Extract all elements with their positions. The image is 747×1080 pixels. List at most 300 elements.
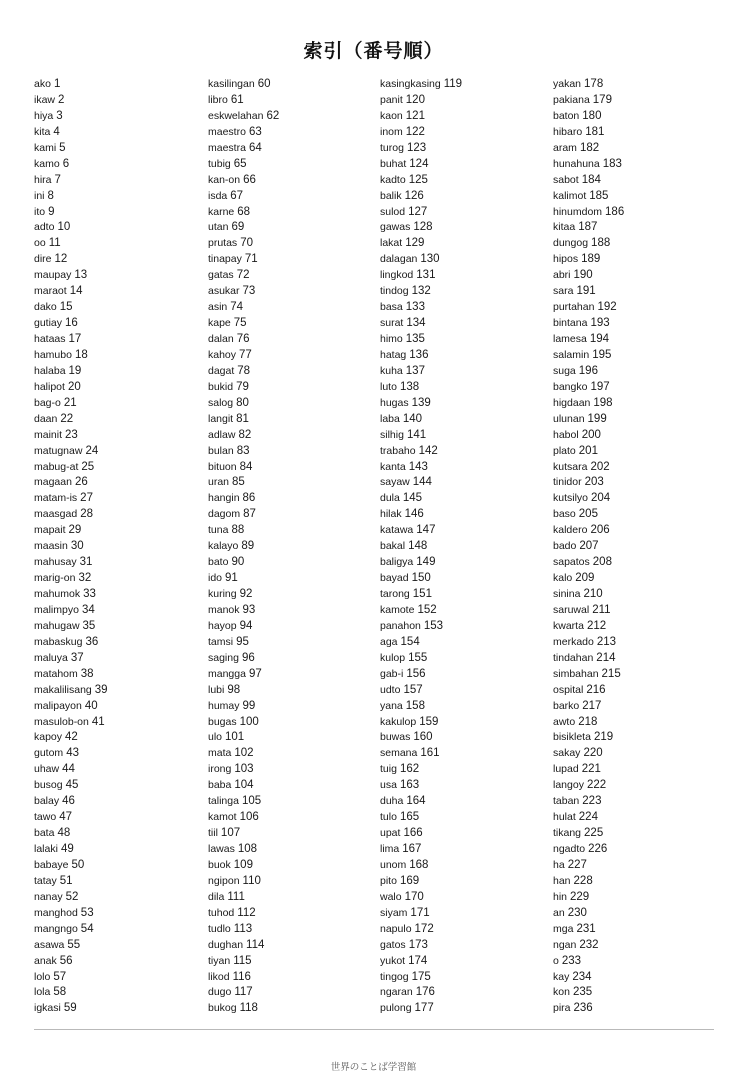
index-number: 149 bbox=[416, 556, 436, 569]
index-entry bbox=[208, 124, 279, 140]
index-entry bbox=[553, 857, 624, 873]
index-word: kalimot bbox=[553, 189, 587, 202]
index-word: lima bbox=[380, 843, 400, 855]
index-number: 37 bbox=[70, 651, 84, 664]
index-number: 77 bbox=[239, 348, 252, 361]
index-word: gab-i bbox=[380, 667, 404, 680]
index-word: trabaho bbox=[380, 444, 416, 457]
index-number: 133 bbox=[405, 301, 425, 314]
index-number: 183 bbox=[602, 157, 622, 170]
index-number: 1 bbox=[53, 78, 61, 90]
index-number: 44 bbox=[62, 763, 75, 776]
index-entry bbox=[34, 156, 108, 172]
index-word: mga bbox=[553, 922, 574, 935]
index-word: magaan bbox=[34, 476, 72, 489]
index-entry bbox=[380, 921, 462, 937]
index-number: 234 bbox=[572, 970, 592, 983]
index-entry bbox=[380, 825, 462, 841]
index-entry bbox=[380, 793, 462, 809]
index-word: dugo bbox=[208, 986, 232, 999]
index-word: aga bbox=[380, 635, 398, 648]
index-number: 58 bbox=[53, 986, 67, 999]
index-entry bbox=[208, 937, 279, 953]
index-word: tindog bbox=[380, 285, 409, 298]
index-number: 121 bbox=[405, 109, 425, 122]
index-number: 23 bbox=[65, 428, 78, 441]
index-word: maestra bbox=[208, 141, 246, 154]
index-word: dagom bbox=[208, 508, 241, 521]
index-number: 107 bbox=[220, 827, 241, 840]
index-entry bbox=[208, 347, 279, 363]
index-entry bbox=[380, 363, 462, 379]
index-number: 159 bbox=[419, 715, 439, 728]
index-entry bbox=[208, 506, 279, 522]
index-word: inom bbox=[380, 125, 403, 138]
index-number: 203 bbox=[584, 476, 604, 489]
index-number: 185 bbox=[589, 189, 609, 202]
index-word: yukot bbox=[380, 954, 406, 967]
index-entry bbox=[208, 729, 279, 745]
index-word: anak bbox=[34, 954, 57, 967]
index-number: 55 bbox=[67, 938, 81, 951]
index-entry bbox=[34, 937, 108, 953]
index-entry bbox=[553, 745, 624, 761]
index-entry bbox=[208, 283, 279, 299]
index-entry bbox=[380, 857, 462, 873]
index-word: ha bbox=[553, 858, 565, 871]
index-word: halipot bbox=[34, 380, 65, 393]
index-entry bbox=[380, 809, 462, 825]
index-entry bbox=[34, 459, 108, 475]
index-number: 110 bbox=[242, 874, 261, 887]
index-entry bbox=[208, 172, 279, 188]
index-word: matugnaw bbox=[34, 444, 83, 457]
index-number: 172 bbox=[414, 922, 434, 935]
index-word: kamo bbox=[34, 157, 60, 170]
index-entry bbox=[553, 204, 624, 220]
index-entry bbox=[208, 459, 279, 475]
index-column-1 bbox=[34, 76, 108, 1016]
index-word: kuring bbox=[208, 588, 237, 600]
index-word: kaon bbox=[380, 109, 403, 122]
index-number: 226 bbox=[588, 843, 608, 855]
index-number: 201 bbox=[578, 444, 598, 457]
index-entry bbox=[208, 108, 279, 124]
index-number: 217 bbox=[582, 699, 602, 712]
index-word: sapatos bbox=[553, 556, 590, 569]
index-entry bbox=[34, 650, 108, 666]
index-word: likod bbox=[208, 970, 230, 983]
index-word: lupad bbox=[553, 763, 579, 776]
index-word: mapait bbox=[34, 524, 66, 537]
index-number: 3 bbox=[56, 109, 63, 122]
index-word: hayop bbox=[208, 619, 237, 632]
index-entry bbox=[380, 522, 462, 538]
index-entry bbox=[553, 538, 624, 554]
index-entry bbox=[34, 761, 108, 777]
index-word: semana bbox=[380, 747, 418, 760]
index-entry bbox=[208, 602, 279, 618]
index-number: 70 bbox=[240, 237, 253, 250]
index-number: 20 bbox=[67, 380, 81, 393]
index-entry bbox=[208, 363, 279, 379]
index-number: 138 bbox=[399, 380, 420, 393]
index-number: 64 bbox=[248, 141, 262, 154]
index-word: basa bbox=[380, 301, 403, 314]
index-number: 119 bbox=[443, 78, 463, 90]
index-number: 90 bbox=[231, 556, 245, 569]
index-number: 150 bbox=[411, 572, 431, 585]
index-number: 151 bbox=[412, 588, 432, 600]
index-entry bbox=[380, 92, 462, 108]
index-number: 204 bbox=[591, 492, 611, 505]
index-word: hatag bbox=[380, 348, 407, 361]
index-entry bbox=[553, 889, 624, 905]
index-word: aram bbox=[553, 141, 577, 154]
index-number: 199 bbox=[587, 412, 607, 425]
index-entry bbox=[553, 841, 624, 857]
index-entry bbox=[34, 204, 108, 220]
index-entry bbox=[380, 682, 462, 698]
index-number: 182 bbox=[579, 141, 600, 154]
index-number: 163 bbox=[399, 779, 420, 792]
index-word: barko bbox=[553, 699, 580, 712]
index-number: 127 bbox=[408, 205, 428, 218]
index-word: masulob-on bbox=[34, 715, 89, 728]
index-number: 124 bbox=[409, 157, 429, 170]
index-word: mabug-at bbox=[34, 460, 79, 473]
index-entry bbox=[208, 299, 279, 315]
index-entry bbox=[553, 267, 624, 283]
index-word: kalayo bbox=[208, 540, 239, 553]
index-entry bbox=[34, 793, 108, 809]
index-number: 89 bbox=[241, 540, 255, 553]
index-word: dagat bbox=[208, 364, 235, 377]
index-entry bbox=[553, 793, 624, 809]
index-entry bbox=[553, 554, 624, 570]
index-number: 88 bbox=[231, 524, 245, 537]
index-word: nanay bbox=[34, 890, 63, 903]
index-word: oo bbox=[34, 237, 46, 250]
index-number: 192 bbox=[597, 301, 617, 314]
index-entry bbox=[34, 443, 108, 459]
index-entry bbox=[553, 188, 624, 204]
index-word: dalagan bbox=[380, 253, 418, 266]
index-number: 220 bbox=[583, 747, 603, 760]
index-entry bbox=[34, 395, 108, 411]
index-number: 86 bbox=[242, 492, 256, 505]
index-word: salog bbox=[208, 396, 234, 409]
index-entry bbox=[380, 474, 462, 490]
index-number: 160 bbox=[413, 731, 433, 744]
index-number: 153 bbox=[423, 619, 444, 632]
index-number: 45 bbox=[65, 779, 79, 792]
index-number: 137 bbox=[405, 364, 425, 377]
index-number: 59 bbox=[63, 1002, 77, 1015]
index-word: eskwelahan bbox=[208, 109, 264, 122]
index-number: 87 bbox=[243, 508, 256, 521]
index-word: tamsi bbox=[208, 635, 234, 648]
index-number: 205 bbox=[578, 508, 598, 521]
index-entry bbox=[34, 299, 108, 315]
index-entry bbox=[553, 283, 624, 299]
index-number: 63 bbox=[248, 125, 262, 138]
index-number: 144 bbox=[412, 476, 432, 489]
index-word: busog bbox=[34, 779, 63, 792]
index-entry bbox=[553, 299, 624, 315]
index-entry bbox=[380, 283, 462, 299]
index-entry bbox=[380, 698, 462, 714]
index-entry bbox=[553, 1000, 624, 1016]
index-number: 187 bbox=[578, 221, 598, 234]
index-word: mainit bbox=[34, 428, 63, 441]
index-entry bbox=[380, 427, 462, 443]
index-entry bbox=[380, 347, 462, 363]
index-word: lamesa bbox=[553, 333, 587, 345]
index-entry bbox=[553, 92, 624, 108]
index-word: lakat bbox=[380, 237, 403, 250]
index-word: asukar bbox=[208, 285, 240, 298]
index-number: 235 bbox=[572, 986, 593, 999]
index-entry bbox=[208, 984, 279, 1000]
index-number: 96 bbox=[241, 651, 255, 664]
index-word: gatas bbox=[208, 269, 234, 282]
index-entry bbox=[34, 1000, 108, 1016]
index-word: mangngo bbox=[34, 922, 78, 935]
index-number: 177 bbox=[414, 1002, 434, 1015]
index-entry bbox=[208, 235, 279, 251]
index-entry bbox=[380, 140, 462, 156]
index-entry bbox=[380, 379, 462, 395]
index-entry bbox=[34, 283, 108, 299]
index-entry bbox=[380, 666, 462, 682]
index-word: ini bbox=[34, 189, 45, 202]
index-entry bbox=[380, 156, 462, 172]
index-entry bbox=[34, 172, 108, 188]
index-word: tubig bbox=[208, 157, 231, 170]
index-entry bbox=[380, 538, 462, 554]
index-entry bbox=[380, 602, 462, 618]
index-number: 67 bbox=[230, 189, 244, 202]
index-word: matahom bbox=[34, 667, 78, 680]
index-entry bbox=[380, 969, 462, 985]
index-number: 197 bbox=[590, 380, 610, 393]
index-word: bakal bbox=[380, 540, 406, 553]
index-word: maestro bbox=[208, 125, 246, 138]
index-number: 73 bbox=[242, 285, 256, 298]
index-entry bbox=[380, 172, 462, 188]
index-word: dila bbox=[208, 890, 225, 903]
index-word: kasingkasing bbox=[380, 78, 441, 90]
index-word: lola bbox=[34, 986, 51, 999]
index-entry bbox=[208, 745, 279, 761]
index-number: 215 bbox=[601, 667, 621, 680]
index-word: luto bbox=[380, 380, 397, 393]
index-word: hibaro bbox=[553, 125, 583, 138]
index-word: ulunan bbox=[553, 412, 585, 425]
index-number: 19 bbox=[68, 364, 82, 377]
index-entry bbox=[553, 729, 624, 745]
index-entry bbox=[34, 984, 108, 1000]
index-entry bbox=[34, 873, 108, 889]
index-entry bbox=[553, 809, 624, 825]
index-entry bbox=[34, 682, 108, 698]
index-entry bbox=[208, 666, 279, 682]
index-number: 155 bbox=[408, 651, 428, 664]
index-number: 181 bbox=[585, 125, 605, 138]
index-number: 72 bbox=[236, 269, 250, 282]
index-number: 50 bbox=[71, 858, 85, 871]
index-word: karne bbox=[208, 205, 235, 218]
index-word: hangin bbox=[208, 492, 240, 505]
index-number: 158 bbox=[405, 699, 425, 712]
index-word: pira bbox=[553, 1002, 571, 1015]
index-entry bbox=[34, 570, 108, 586]
index-word: bulan bbox=[208, 444, 234, 457]
index-word: ido bbox=[208, 572, 223, 585]
index-number: 122 bbox=[405, 125, 425, 138]
index-entry bbox=[380, 570, 462, 586]
index-word: udto bbox=[380, 683, 401, 696]
index-word: langit bbox=[208, 412, 234, 425]
index-entry bbox=[208, 761, 279, 777]
index-entry bbox=[553, 235, 624, 251]
index-entry bbox=[208, 204, 279, 220]
index-word: gutiay bbox=[34, 317, 63, 330]
index-entry bbox=[553, 506, 624, 522]
index-word: tinapay bbox=[208, 253, 242, 266]
index-entry bbox=[553, 634, 624, 650]
index-number: 100 bbox=[239, 715, 259, 728]
index-word: pulong bbox=[380, 1002, 412, 1015]
index-entry bbox=[208, 156, 279, 172]
index-word: bayad bbox=[380, 572, 409, 585]
index-word: an bbox=[553, 906, 565, 919]
index-word: buwas bbox=[380, 731, 411, 744]
index-entry bbox=[208, 889, 279, 905]
index-word: baso bbox=[553, 508, 576, 521]
index-number: 145 bbox=[402, 492, 423, 505]
index-word: tatay bbox=[34, 874, 57, 887]
index-word: pito bbox=[380, 874, 397, 887]
index-number: 213 bbox=[596, 635, 617, 648]
index-word: han bbox=[553, 874, 571, 887]
index-entry bbox=[553, 443, 624, 459]
index-word: humay bbox=[208, 699, 240, 712]
index-word: kasilingan bbox=[208, 78, 255, 90]
index-entry bbox=[34, 889, 108, 905]
index-number: 196 bbox=[578, 364, 598, 377]
index-number: 161 bbox=[420, 747, 440, 760]
index-number: 142 bbox=[418, 444, 438, 457]
index-number: 216 bbox=[586, 683, 606, 696]
index-word: tuhod bbox=[208, 906, 235, 919]
index-number: 2 bbox=[58, 93, 65, 106]
index-entry bbox=[34, 267, 108, 283]
index-entry bbox=[380, 729, 462, 745]
index-entry bbox=[553, 379, 624, 395]
index-word: uhaw bbox=[34, 763, 60, 776]
index-number: 123 bbox=[406, 141, 427, 154]
index-word: manok bbox=[208, 603, 240, 616]
index-word: hataas bbox=[34, 333, 66, 345]
index-word: tuna bbox=[208, 524, 229, 537]
index-number: 42 bbox=[65, 731, 78, 744]
index-entry bbox=[34, 92, 108, 108]
index-number: 117 bbox=[234, 986, 253, 999]
index-entry bbox=[380, 714, 462, 730]
index-word: langoy bbox=[553, 779, 584, 792]
index-number: 165 bbox=[399, 811, 420, 824]
index-entry bbox=[553, 618, 624, 634]
index-entry bbox=[34, 554, 108, 570]
index-word: maasin bbox=[34, 540, 68, 553]
index-number: 29 bbox=[68, 524, 82, 537]
index-number: 229 bbox=[570, 890, 590, 903]
index-entry bbox=[34, 745, 108, 761]
index-number: 5 bbox=[59, 141, 66, 154]
index-word: tindahan bbox=[553, 651, 594, 664]
index-number: 232 bbox=[579, 938, 599, 951]
index-number: 68 bbox=[237, 205, 251, 218]
index-word: suga bbox=[553, 364, 576, 377]
index-number: 207 bbox=[579, 540, 599, 553]
index-entry bbox=[34, 921, 108, 937]
index-word: merkado bbox=[553, 635, 594, 648]
index-entry bbox=[380, 76, 462, 92]
index-word: kamote bbox=[380, 603, 415, 616]
index-number: 208 bbox=[592, 556, 612, 569]
index-word: tiil bbox=[208, 827, 218, 840]
index-word: irong bbox=[208, 763, 232, 776]
index-word: bata bbox=[34, 827, 55, 840]
index-number: 162 bbox=[399, 763, 420, 776]
index-entry bbox=[380, 459, 462, 475]
index-number: 7 bbox=[54, 173, 61, 186]
index-word: malipayon bbox=[34, 699, 82, 712]
index-column-2 bbox=[208, 76, 279, 1016]
index-word: bado bbox=[553, 540, 577, 553]
index-number: 113 bbox=[233, 922, 253, 935]
index-entry bbox=[208, 873, 279, 889]
index-entry bbox=[208, 315, 279, 331]
index-entry bbox=[208, 953, 279, 969]
index-entry bbox=[380, 108, 462, 124]
index-word: sara bbox=[553, 285, 574, 298]
index-entry bbox=[380, 443, 462, 459]
index-word: ako bbox=[34, 78, 51, 90]
index-word: purtahan bbox=[553, 301, 595, 314]
index-word: kape bbox=[208, 317, 231, 330]
index-number: 92 bbox=[239, 588, 253, 600]
index-word: saging bbox=[208, 651, 239, 664]
index-entry bbox=[553, 650, 624, 666]
index-number: 99 bbox=[242, 699, 256, 712]
index-number: 95 bbox=[236, 635, 249, 648]
index-word: gawas bbox=[380, 221, 411, 234]
index-number: 175 bbox=[411, 970, 431, 983]
index-entry bbox=[208, 1000, 279, 1016]
index-word: panit bbox=[380, 93, 403, 106]
index-number: 139 bbox=[411, 396, 431, 409]
index-number: 62 bbox=[266, 109, 280, 122]
index-number: 147 bbox=[416, 524, 436, 537]
index-number: 17 bbox=[68, 333, 82, 345]
index-entry bbox=[380, 953, 462, 969]
index-number: 41 bbox=[91, 715, 105, 728]
index-number: 24 bbox=[85, 444, 99, 457]
index-entry bbox=[34, 124, 108, 140]
